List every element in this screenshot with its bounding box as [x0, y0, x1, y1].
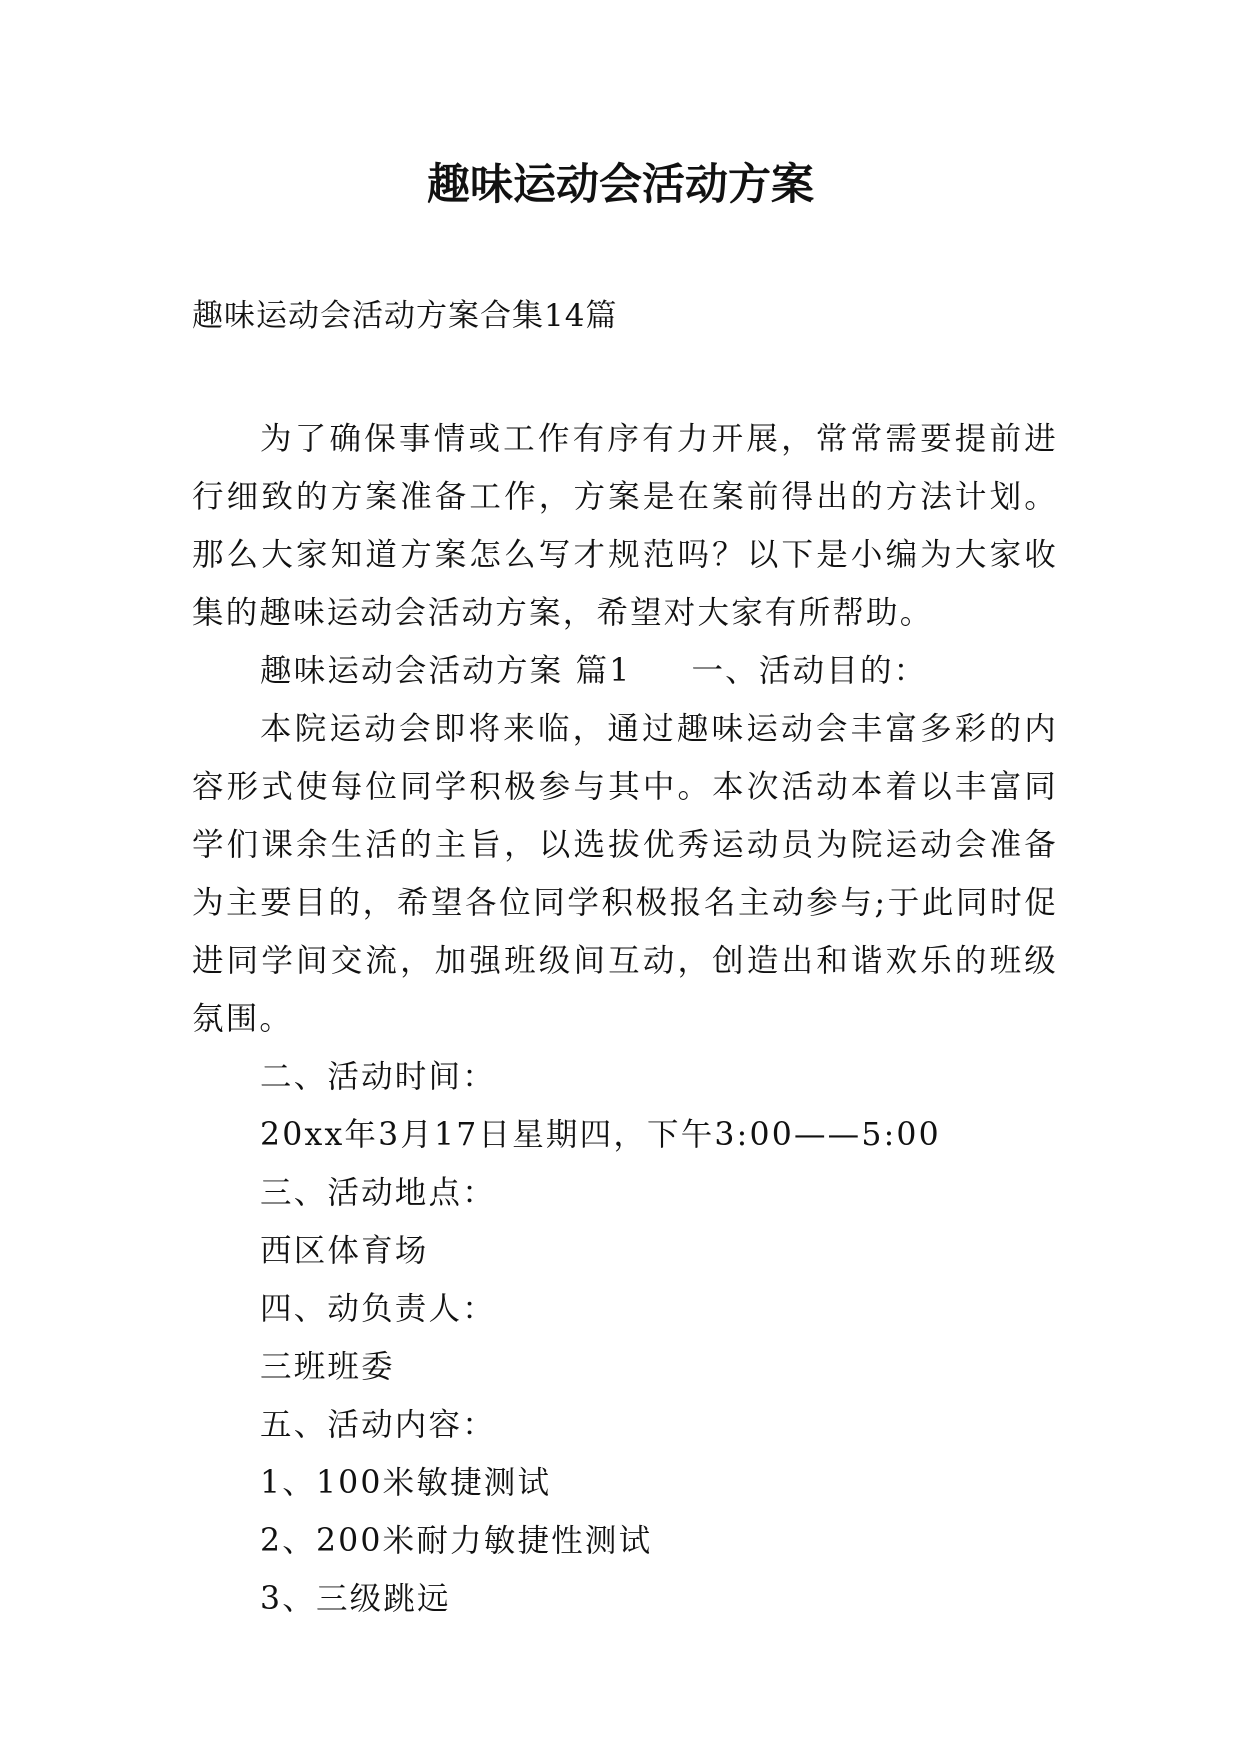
owner-heading: 四、动负责人： — [260, 1291, 496, 1327]
document-title: 趣味运动会活动方案 — [427, 160, 814, 210]
content-item-3: 3、三级跳远 — [260, 1581, 451, 1617]
owner-value: 三班班委 — [260, 1349, 395, 1385]
place-value: 西区体育场 — [260, 1233, 429, 1269]
content-heading: 五、活动内容： — [260, 1407, 496, 1443]
purpose-heading: 一、活动目的： — [691, 653, 928, 689]
time-value: 20xx年3月17日星期四，下午3:00——5:00 — [260, 1117, 941, 1153]
section-heading-line — [192, 642, 1058, 700]
section-heading: 趣味运动会活动方案 篇1 — [260, 653, 632, 689]
content-item-2: 2、200米耐力敏捷性测试 — [260, 1523, 653, 1559]
purpose-paragraph: 本院运动会即将来临，通过趣味运动会丰富多彩的内容形式使每位同学积极参与其中。本次活动本着以丰富同学们课余生活的主旨，以选拔优秀运动员为院运动会准备为主要目的，希望各位同学积极报名主动参与;于此同时促进同学间交流，加强班级间互动，创造出和谐欢乐的班级氛围。 — [192, 711, 1058, 1037]
content-item-1: 1、100米敏捷测试 — [260, 1465, 552, 1501]
place-heading: 三、活动地点： — [260, 1175, 496, 1211]
time-heading: 二、活动时间： — [260, 1059, 496, 1095]
document-body — [192, 410, 1058, 1628]
intro-paragraph: 为了确保事情或工作有序有力开展，常常需要提前进行细致的方案准备工作，方案是在案前得出的方法计划。那么大家知道方案怎么写才规范吗？以下是小编为大家收集的趣味运动会活动方案，希望对大家有所帮助。 — [192, 421, 1058, 631]
collection-title: 趣味运动会活动方案合集14篇 — [192, 298, 618, 334]
